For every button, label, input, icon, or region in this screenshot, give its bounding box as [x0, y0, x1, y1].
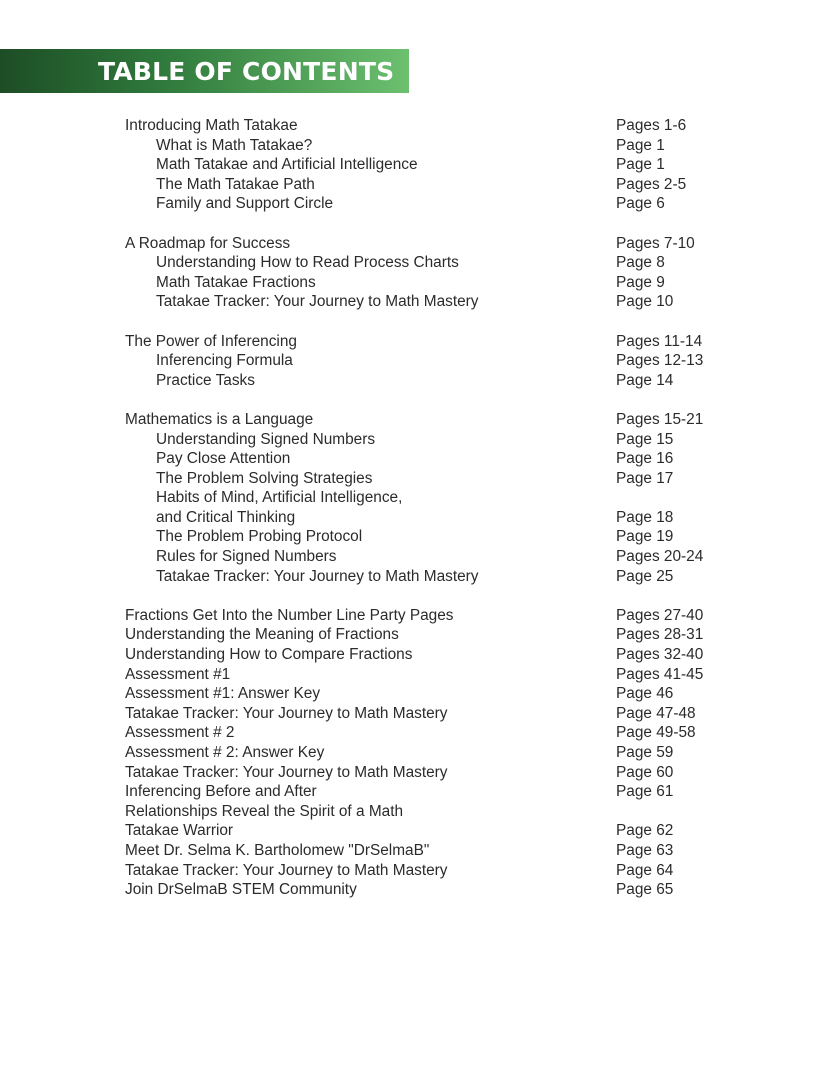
toc-entry: [0, 547, 835, 567]
toc-entry: [0, 841, 835, 861]
toc-entry-pages: Pages 12-13: [616, 352, 704, 370]
toc-entry: [0, 625, 835, 645]
toc-entry-pages: Page 14: [616, 371, 674, 389]
toc-entry: [0, 704, 835, 724]
toc-entry: [0, 410, 835, 430]
toc-entry: [0, 273, 835, 293]
toc-entry-pages: Page 6: [616, 195, 665, 213]
toc-entry-title: Assessment #1: [125, 665, 231, 683]
toc-entry: [0, 234, 835, 254]
toc-entry-pages: Page 1: [616, 156, 665, 174]
toc-entry-pages: Pages 32-40: [616, 646, 704, 664]
toc-entry-title: Understanding the Meaning of Fractions: [125, 626, 399, 644]
toc-entry-pages: Pages 27-40: [616, 606, 704, 624]
toc-entry-pages: Page 49-58: [616, 724, 696, 742]
toc-entry: [0, 606, 835, 626]
toc-entry-pages: Page 19: [616, 528, 674, 546]
toc-entry-title: Family and Support Circle: [156, 195, 334, 213]
toc-entry-pages: Pages 7-10: [616, 234, 695, 252]
toc-entry-title: Understanding How to Read Process Charts: [156, 254, 459, 272]
toc-entry-title: A Roadmap for Success: [125, 234, 291, 252]
toc-entry-title: Join DrSelmaB STEM Community: [125, 881, 357, 899]
toc-entry: [0, 488, 835, 508]
toc-entry-title: Tatakae Tracker: Your Journey to Math Mastery: [156, 293, 479, 311]
toc-entry: [0, 351, 835, 371]
toc-entry: [0, 136, 835, 156]
title-banner: [0, 49, 409, 93]
toc-entry-title: Fractions Get Into the Number Line Party Pages: [125, 606, 454, 624]
toc-entry-title: Rules for Signed Numbers: [156, 548, 337, 566]
toc-entry-pages: Pages 11-14: [616, 332, 703, 350]
toc-entry-title: The Problem Probing Protocol: [156, 528, 363, 546]
toc-entry: [0, 567, 835, 587]
toc-entry-pages: Page 8: [616, 254, 665, 272]
toc-entry-title: Tatakae Tracker: Your Journey to Math Mastery: [125, 861, 448, 879]
toc-entry-title: Tatakae Tracker: Your Journey to Math Mastery: [125, 763, 448, 781]
toc-entry-title: Assessment # 2: [125, 724, 235, 742]
toc-entry: [0, 469, 835, 489]
toc-entry-pages: Page 60: [616, 763, 674, 781]
toc-entry-title: Relationships Reveal the Spirit of a Math: [125, 802, 404, 820]
toc-entry-title: Practice Tasks: [156, 371, 255, 389]
toc-entry-title: Understanding Signed Numbers: [156, 430, 376, 448]
toc-entry: [0, 371, 835, 391]
toc-entry: [0, 116, 835, 136]
toc-entry-pages: Page 65: [616, 881, 674, 899]
toc-entry: [0, 743, 835, 763]
toc-entry-pages: Page 47-48: [616, 704, 696, 722]
toc-entry: [0, 194, 835, 214]
toc-entry-title: Assessment # 2: Answer Key: [125, 744, 325, 761]
toc-entry-title: What is Math Tatakae?: [156, 136, 313, 154]
toc-entry: [0, 723, 835, 743]
toc-entry: [0, 665, 835, 685]
toc-entry: [0, 508, 835, 528]
toc-entry-pages: Page 63: [616, 841, 674, 859]
toc-entry-title: Meet Dr. Selma K. Bartholomew "DrSelmaB": [125, 841, 430, 859]
toc-entry-title: Tatakae Tracker: Your Journey to Math Mastery: [156, 567, 479, 585]
toc-entry-pages: Page 62: [616, 822, 674, 840]
toc-entry-title: Understanding How to Compare Fractions: [125, 646, 413, 664]
toc-entry: [0, 253, 835, 273]
toc-entry: [0, 782, 835, 802]
toc-entry: [0, 430, 835, 450]
toc-entry-pages: Pages 28-31: [616, 626, 704, 644]
toc-entry-pages: Page 1: [616, 136, 665, 154]
toc-entry: [0, 880, 835, 900]
toc-entry: [0, 292, 835, 312]
toc-entry-title: The Problem Solving Strategies: [156, 469, 373, 487]
toc-entry-pages: Page 59: [616, 744, 674, 761]
toc-entry-pages: Page 64: [616, 861, 674, 879]
toc-entry-title: Tatakae Warrior: [125, 822, 234, 840]
toc-entry: [0, 449, 835, 469]
toc-entry: [0, 802, 835, 822]
toc-entry-pages: Pages 15-21: [616, 410, 704, 428]
toc-entry: [0, 332, 835, 352]
toc-entry-title: Inferencing Before and After: [125, 783, 317, 801]
toc-entry-pages: Pages 2-5: [616, 175, 687, 193]
toc-entry-pages: Page 25: [616, 567, 674, 585]
toc-entry-pages: Pages 1-6: [616, 117, 687, 134]
toc-entry-pages: Page 15: [616, 430, 674, 448]
toc-entry-pages: Page 46: [616, 685, 674, 703]
toc-entry-title: Inferencing Formula: [156, 352, 293, 370]
toc-entry-pages: Pages 41-45: [616, 665, 704, 683]
toc-entry-pages: Page 10: [616, 293, 674, 311]
toc-entry-title: Math Tatakae Fractions: [156, 273, 316, 291]
toc-entry-pages: Page 18: [616, 508, 674, 526]
toc-entry: [0, 763, 835, 783]
toc-entry: [0, 821, 835, 841]
toc-entry-title: The Power of Inferencing: [125, 332, 297, 350]
table-of-contents: [0, 116, 835, 900]
toc-entry-pages: Pages 20-24: [616, 548, 704, 566]
toc-entry-title: and Critical Thinking: [156, 508, 296, 526]
toc-entry: [0, 175, 835, 195]
toc-entry: [0, 684, 835, 704]
toc-entry: [0, 527, 835, 547]
toc-entry-title: Habits of Mind, Artificial Intelligence,: [156, 489, 403, 507]
toc-entry-title: Math Tatakae and Artificial Intelligence: [156, 156, 418, 174]
page-title: TABLE OF CONTENTS: [98, 57, 395, 86]
toc-entry-pages: Page 16: [616, 450, 674, 468]
toc-entry-title: Assessment #1: Answer Key: [125, 685, 321, 703]
toc-entry-title: The Math Tatakae Path: [156, 175, 315, 193]
toc-entry: [0, 155, 835, 175]
toc-entry-title: Introducing Math Tatakae: [125, 117, 298, 134]
toc-entry-title: Mathematics is a Language: [125, 410, 314, 428]
toc-entry-pages: Page 17: [616, 469, 674, 487]
toc-entry-title: Tatakae Tracker: Your Journey to Math Mastery: [125, 704, 448, 722]
toc-entry-pages: Page 61: [616, 783, 674, 801]
toc-entry-title: Pay Close Attention: [156, 450, 291, 468]
toc-entry-pages: Page 9: [616, 273, 665, 291]
toc-entry: [0, 861, 835, 881]
toc-entry: [0, 645, 835, 665]
